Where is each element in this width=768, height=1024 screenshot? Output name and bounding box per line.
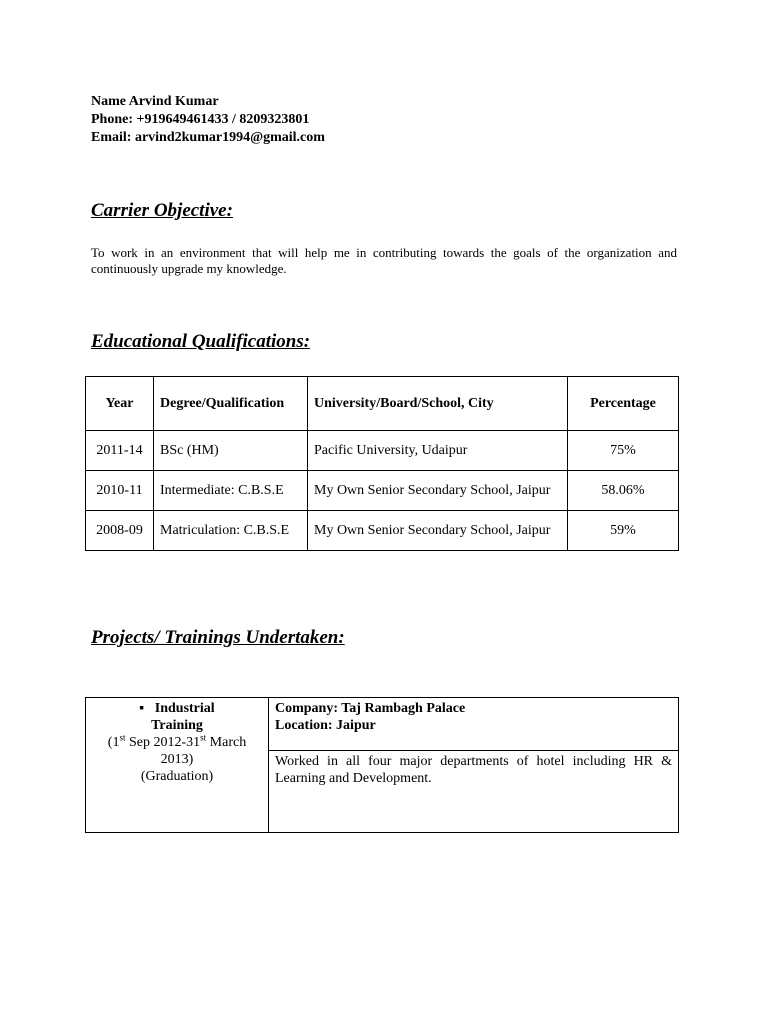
percentage-cell: 75% bbox=[568, 431, 679, 471]
education-table bbox=[85, 376, 679, 551]
contact-block bbox=[91, 93, 325, 147]
header-university: University/Board/School, City bbox=[308, 377, 568, 431]
header-degree: Degree/Qualification bbox=[154, 377, 308, 431]
education-heading: Educational Qualifications: bbox=[91, 331, 311, 352]
degree-cell: BSc (HM) bbox=[154, 431, 308, 471]
university-cell: Pacific University, Udaipur bbox=[308, 431, 568, 471]
training-year: 2013) bbox=[160, 752, 194, 767]
year-cell: 2008-09 bbox=[86, 511, 154, 551]
training-title-2: Training bbox=[151, 718, 203, 733]
percentage-cell: 58.06% bbox=[568, 471, 679, 511]
table-header-row bbox=[86, 377, 679, 431]
company-cell bbox=[269, 698, 679, 751]
percentage-cell: 59% bbox=[568, 511, 679, 551]
projects-heading: Projects/ Trainings Undertaken: bbox=[91, 627, 345, 648]
training-note: (Graduation) bbox=[140, 769, 214, 784]
description-cell: Worked in all four major departments of hotel including HR & Learning and Development. bbox=[269, 751, 679, 833]
phone-line: Phone: +919649461433 / 8209323801 bbox=[91, 112, 310, 127]
degree-cell: Intermediate: C.B.S.E bbox=[154, 471, 308, 511]
table-row bbox=[86, 511, 679, 551]
location-line: Location: Jaipur bbox=[275, 718, 376, 733]
objective-text: To work in an environment that will help me in contributing towards the goals of the organization and continuously upgrade my knowledge. bbox=[91, 245, 677, 276]
projects-table bbox=[85, 697, 679, 833]
training-dates: (1st Sep 2012-31st March bbox=[107, 732, 247, 750]
company-line: Company: Taj Rambagh Palace bbox=[275, 701, 466, 716]
bullet-icon: ▪ bbox=[139, 701, 145, 716]
university-cell: My Own Senior Secondary School, Jaipur bbox=[308, 511, 568, 551]
project-row bbox=[86, 698, 679, 751]
objective-heading: Carrier Objective: bbox=[91, 200, 233, 221]
degree-cell: Matriculation: C.B.S.E bbox=[154, 511, 308, 551]
header-percentage: Percentage bbox=[568, 377, 679, 431]
training-title-line bbox=[92, 700, 262, 717]
training-title-1: Industrial bbox=[154, 701, 215, 716]
email-line: Email: arvind2kumar1994@gmail.com bbox=[91, 130, 325, 145]
header-year: Year bbox=[86, 377, 154, 431]
table-row bbox=[86, 471, 679, 511]
name-line: Name Arvind Kumar bbox=[91, 94, 219, 109]
training-cell bbox=[86, 698, 269, 833]
year-cell: 2010-11 bbox=[86, 471, 154, 511]
university-cell: My Own Senior Secondary School, Jaipur bbox=[308, 471, 568, 511]
table-row bbox=[86, 431, 679, 471]
year-cell: 2011-14 bbox=[86, 431, 154, 471]
